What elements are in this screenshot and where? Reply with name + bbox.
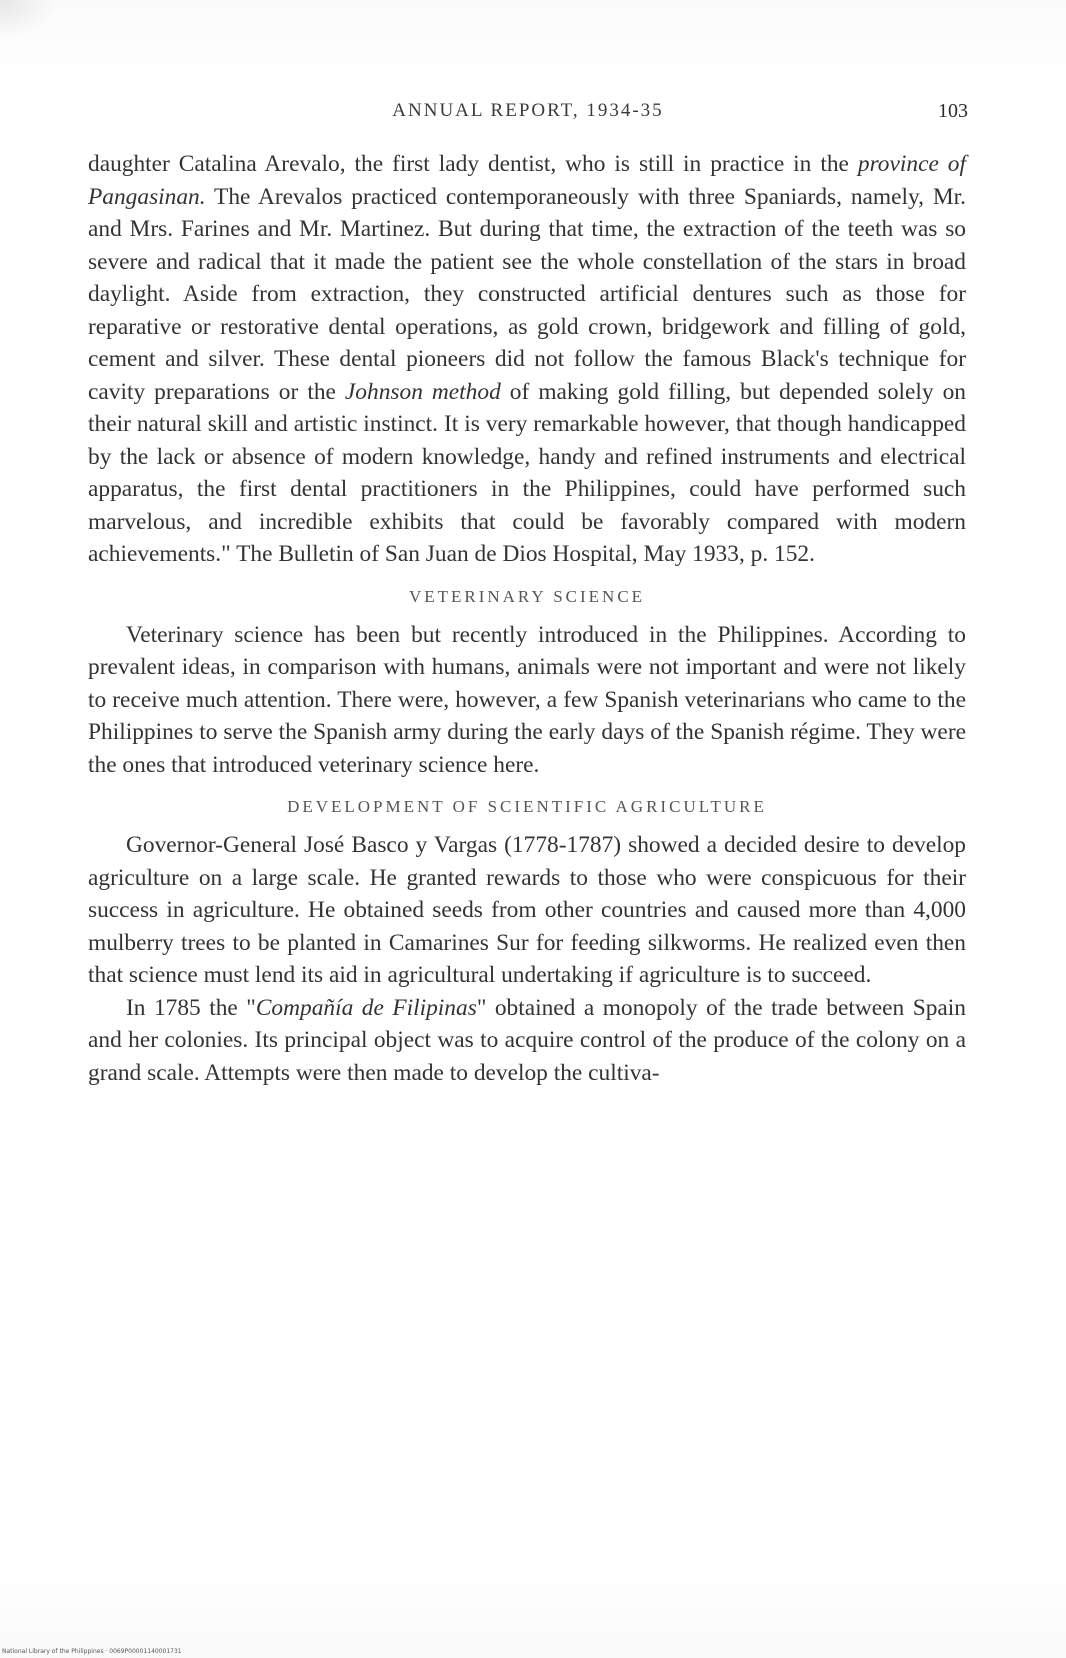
body-text — [88, 148, 966, 1089]
paragraph-dentistry — [88, 148, 966, 571]
running-head — [88, 100, 968, 136]
paragraph-text: " obtained a monopoly of the trade between Spain and her colonies. Its principal object was to acquire control of the produce of the colony on a grand scale. Attempts were then made to develop the cultiva- — [88, 994, 966, 1086]
paragraph-text: of making gold filling, but depended solely on their natural skill and artistic instinct. It is very remarkable however, that though handicapped by the lack or absence of modern knowledge, handy and refined instruments and electrical apparatus, the first dental practitioners in the Philippines, could have performed such marvelous, and incredible exhibits that could be favorably compared with modern achievements." The Bulletin of San Juan de Dios Hospital, May 1933, p. 152. — [88, 378, 967, 567]
page-number: 103 — [938, 100, 968, 122]
scan-corner-shadow — [0, 0, 60, 40]
section-heading-veterinary: VETERINARY SCIENCE — [408, 586, 646, 606]
paragraph-italic: province of Pangasinan. — [88, 151, 966, 210]
running-title: ANNUAL REPORT, 1934-35 — [392, 100, 664, 121]
paragraph-text: In 1785 the " — [126, 994, 256, 1021]
scan-credit-footer: National Library of the Philippines · 0069P00001140001731 — [2, 1648, 182, 1655]
paragraph-italic: Johnson method — [344, 378, 501, 405]
paragraph-basco: Governor-General José Basco y Vargas (1778-1787) showed a decided desire to develop agriculture on a large scale. He granted rewards to those who were conspicuous for their success in agriculture. He obtained seeds from other countries and caused more than 4,000 mulberry trees to be planted in Camarines Sur for feeding silkworms. He realized even then that science must lend its aid in agricultural undertaking if agriculture is to succeed. — [88, 832, 966, 988]
paragraph-text: The Arevalos practiced contemporaneously with three Spaniards, namely, Mr. and Mrs. Farines and Mr. Martinez. But during that time, the extraction of the teeth was so severe and radical that it made the patient see the whole constellation of the stars in broad daylight. Aside from extraction, they constructed artificial dentures such as those for reparative or restorative dental operations, as gold crown, bridgework and filling of gold, cement and silver. These dental pioneers did not follow the famous Black's technique for cavity preparations or the — [88, 183, 966, 405]
paragraph-text: daughter Catalina Arevalo, the first lady dentist, who is still in practice in the — [88, 151, 858, 177]
paragraph-italic: Compañía de Filipinas — [255, 994, 477, 1021]
paragraph-compania — [88, 992, 966, 1090]
section-heading-agriculture: DEVELOPMENT OF SCIENTIFIC AGRICULTURE — [287, 797, 767, 816]
paragraph-veterinary: Veterinary science has been but recently introduced in the Philippines. According to prevalent ideas, in comparison with humans, animals were not important and were not likely to receive much attention. There were, however, a few Spanish veterinarians who came to the Philippines to serve the Spanish army during the early days of the Spanish régime. They were the ones that introduced veterinary science here. — [88, 621, 966, 778]
